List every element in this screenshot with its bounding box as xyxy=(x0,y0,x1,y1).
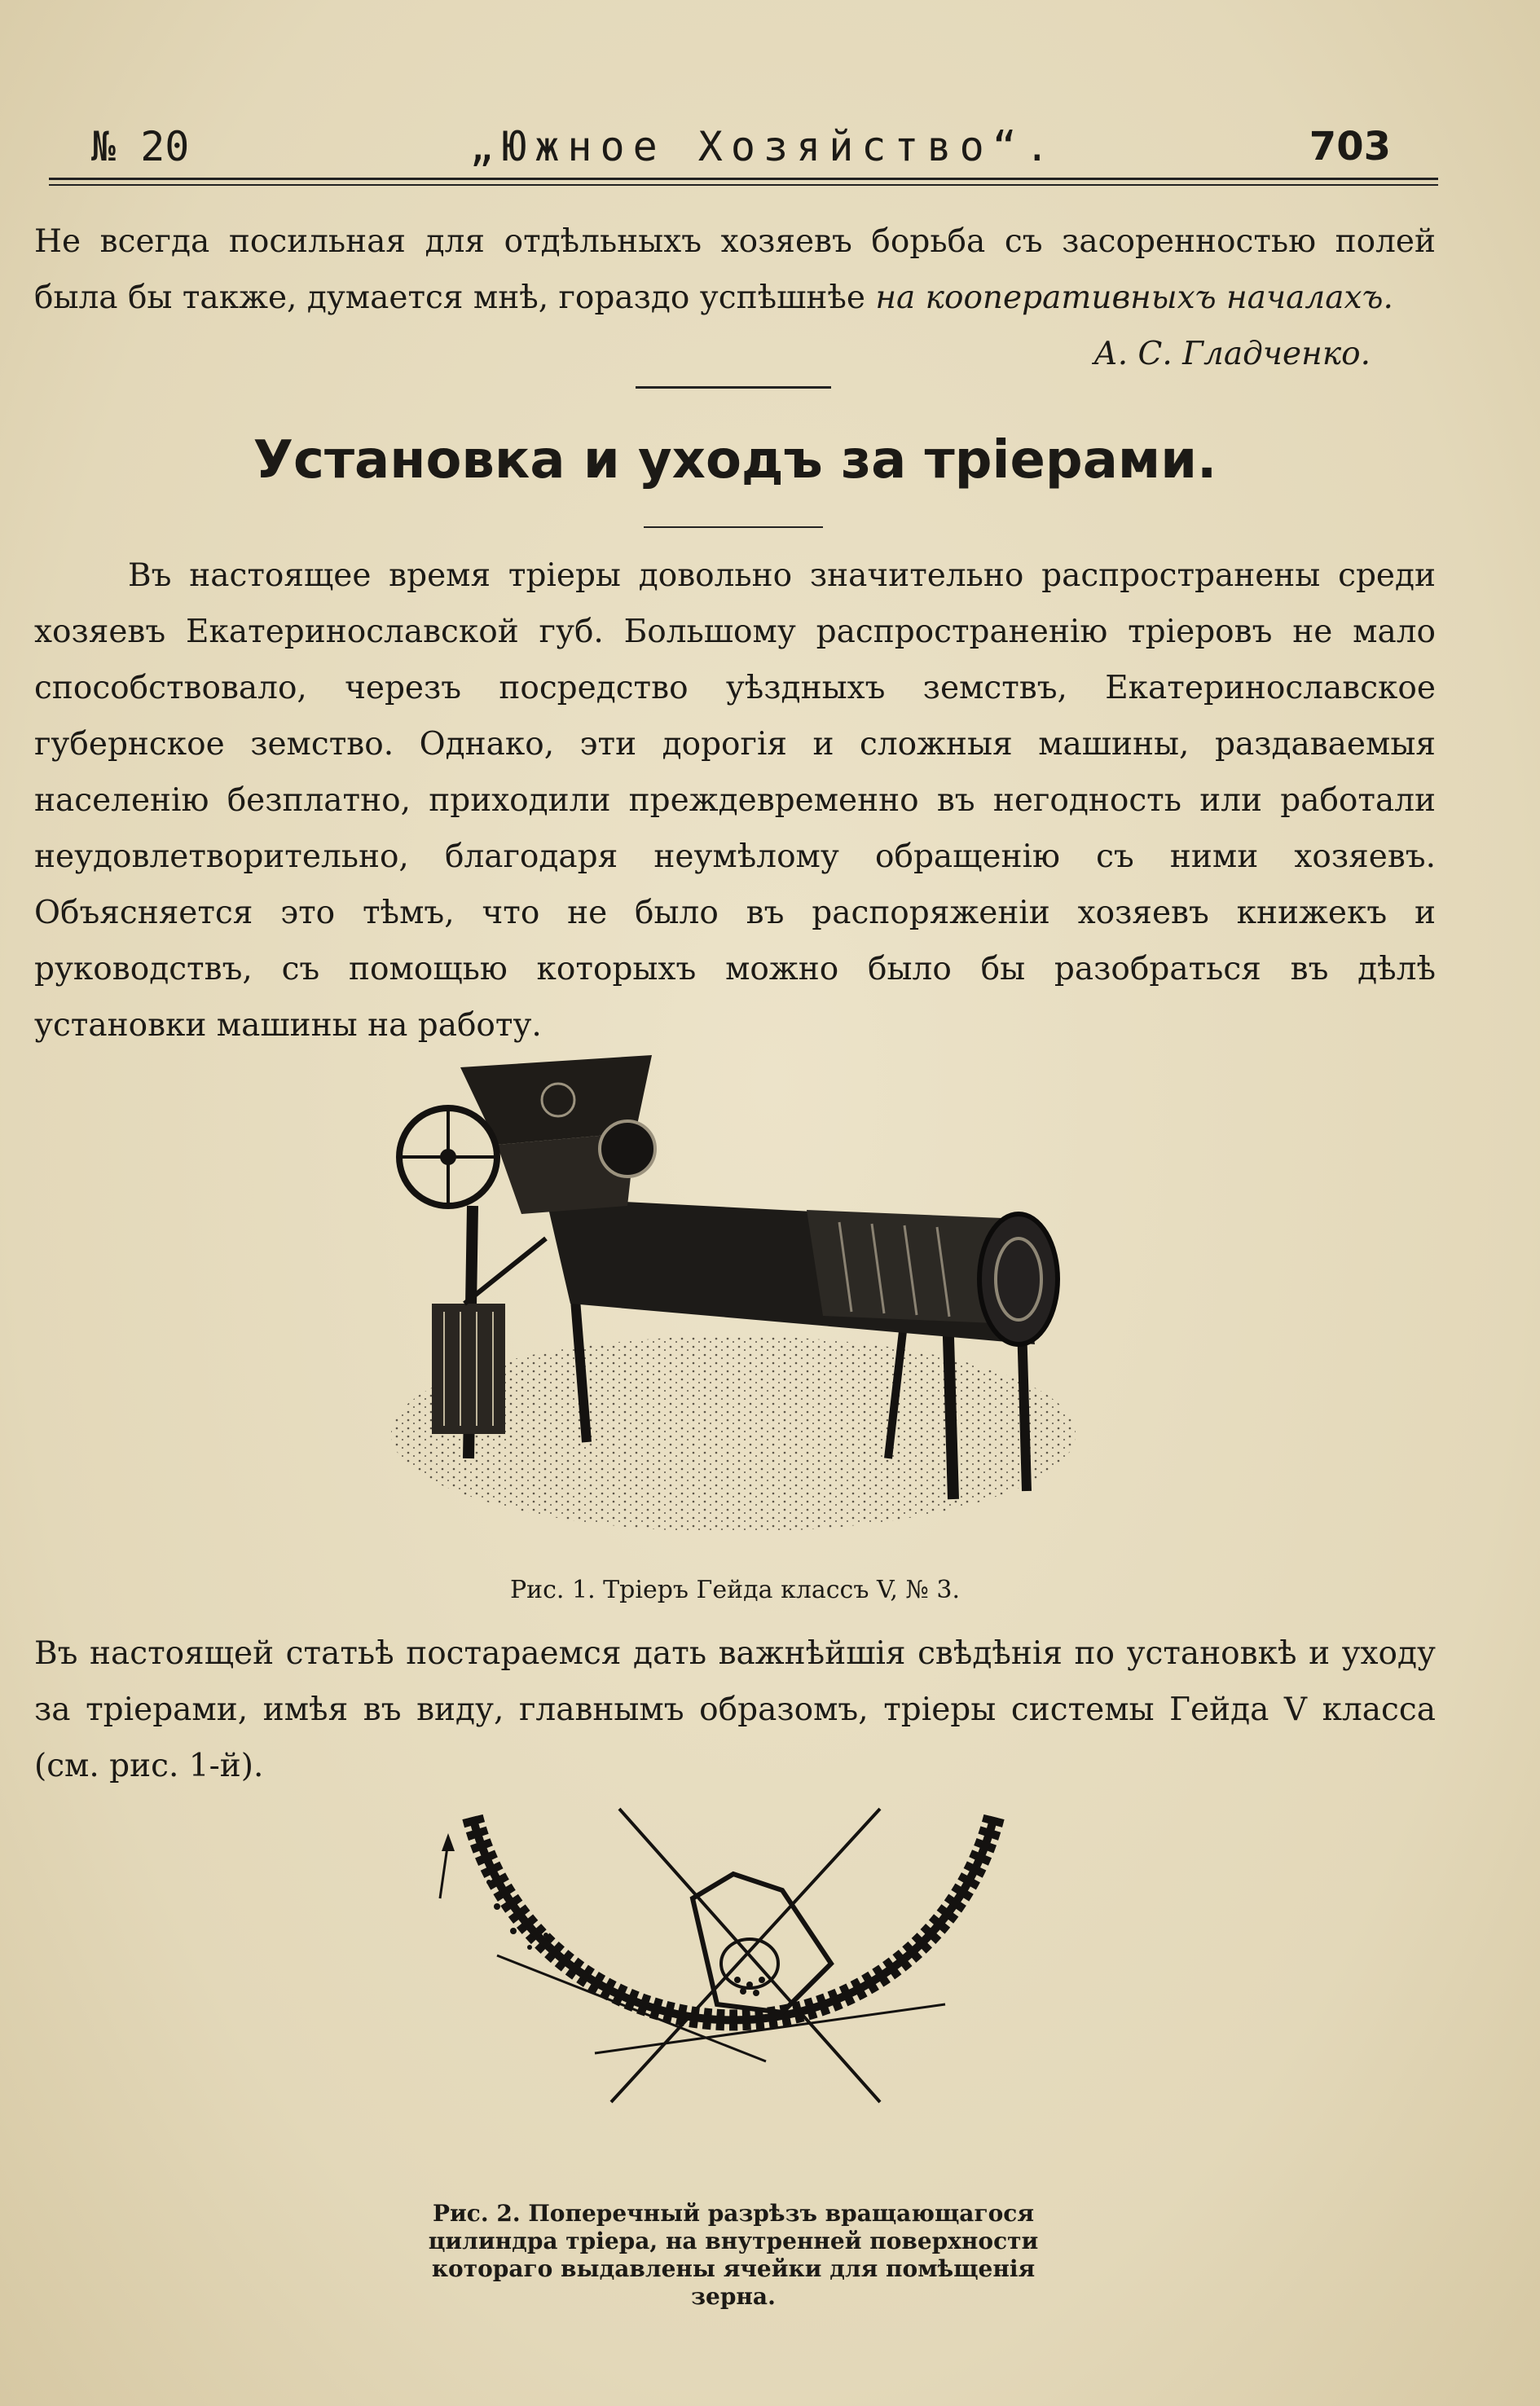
title-separator xyxy=(644,526,823,528)
figure-1-caption: Рис. 1. Трieръ Гейда классъ V, № 3. xyxy=(509,1576,961,1604)
trier-machine-illustration xyxy=(383,1035,1116,1556)
intro-paragraph xyxy=(34,213,1436,326)
figure-2-caption: Рис. 2. Поперечный разрѣзъ вращающагося цилиндра трieра, на внутренней поверхности котораго выдавлены ячейки для помѣщенiя зерна. xyxy=(428,2200,1039,2310)
journal-title: „Южное Хозяйство“. xyxy=(469,123,1058,170)
cylinder-cross-section-diagram xyxy=(424,1792,1027,2175)
page-number: 703 xyxy=(1309,124,1391,169)
article-title: Установка и уходъ за трieрами. xyxy=(253,430,1217,490)
paragraph-2-text: Въ настоящей статьѣ постараемся дать важнѣйшiя свѣдѣнiя по установкѣ и уходу за трieрами, имѣя въ виду, главнымъ образомъ, трieры системы Гейда V класса (см. рис. 1-й). xyxy=(34,1635,1436,1784)
header-rule-thin xyxy=(49,184,1438,186)
paragraph-1-text: Въ настоящее время трieры довольно значительно распространены среди хозяевъ Екатеринославской губ. Большому распространенiю трieровъ не мало способствовало, черезъ посредство уѣздныхъ земствъ, Екатеринославское губернское земство. Однако, эти дорогiя и сложныя машины, раздаваемыя населенiю безплатно, приходили преждевременно въ негодность или работали неудовлетворительно, благодаря неумѣлому обращенiю съ ними хозяевъ. Объясняется это тѣмъ, что не было въ распоряженiи хозяевъ книжекъ и руководствъ, съ помощью которыхъ можно было бы разобраться въ дѣлѣ установки машины на работу. xyxy=(34,557,1436,1044)
author-signature: А. С. Гладченко. xyxy=(1093,336,1371,372)
intro-italic: на кооперативныхъ началахъ. xyxy=(875,279,1393,316)
header-rule xyxy=(49,178,1438,180)
intro-text: Не всегда посильная для отдѣльныхъ хозяевъ борьба съ засоренностью полей была бы также, думается мнѣ, гораздо успѣшнѣе xyxy=(34,223,1436,316)
signature-line xyxy=(34,326,1371,382)
section-separator xyxy=(636,386,831,389)
article-paragraph-2 xyxy=(34,1625,1436,1794)
article-paragraph-1 xyxy=(34,548,1436,1053)
running-header xyxy=(91,122,1436,171)
issue-number: № 20 xyxy=(91,123,190,170)
